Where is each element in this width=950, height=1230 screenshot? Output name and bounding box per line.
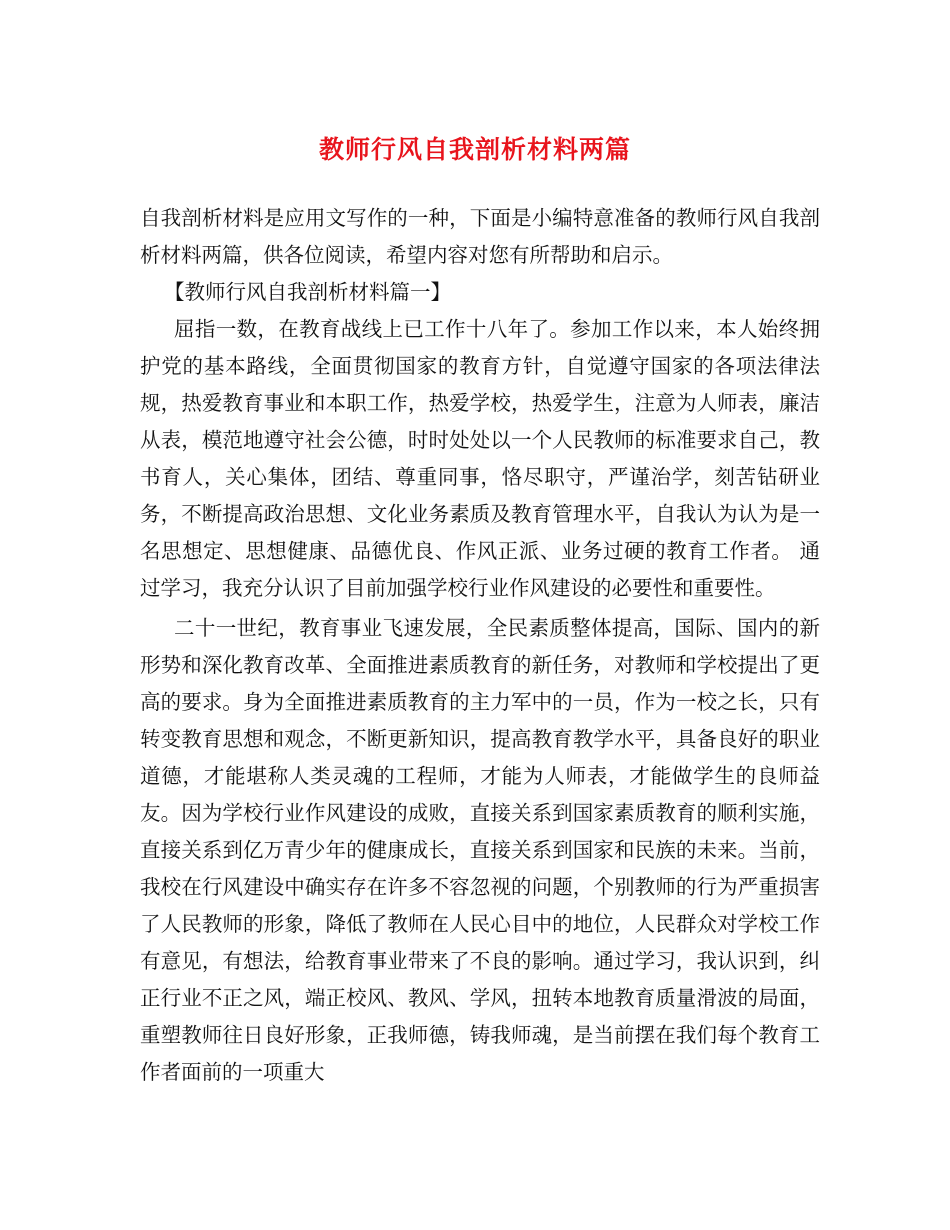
section-heading: 【教师行风自我剖析材料篇一】 — [164, 280, 451, 304]
document-body — [140, 200, 820, 1091]
document-title: 教师行风自我剖析材料两篇 — [318, 135, 631, 164]
body-paragraph-1: 屈指一数，在教育战线上已工作十八年了。参加工作以来，本人始终拥护党的基本路线，全面贯彻国家的教育方针，自觉遵守国家的各项法律法规，热爱教育事业和本职工作，热爱学校，热爱学生，注意为人师表，廉洁从表，模范地遵守社会公德，时时处处以一个人民教师的标准要求自己，教书育人，关心集体，团结、尊重同事，恪尽职守，严谨治学，刻苦钻研业务，不断提高政治思想、文化业务素质及教育管理水平，自我认为认为是一名思想定、思想健康、品德优良、作风正派、业务过硬的教育工作者。 通过学习，我充分认识了目前加强学校行业作风建设的必要性和重要性。 — [140, 317, 820, 600]
intro-paragraph: 自我剖析材料是应用文写作的一种，下面是小编特意准备的教师行风自我剖析材料两篇，供各位阅读，希望内容对您有所帮助和启示。 — [140, 206, 820, 267]
body-paragraph-2: 二十一世纪，教育事业飞速发展，全民素质整体提高，国际、国内的新形势和深化教育改革、全面推进素质教育的新任务，对教师和学校提出了更高的要求。身为全面推进素质教育的主力军中的一员，作为一校之长，只有转变教育思想和观念，不断更新知识，提高教育教学水平，具备良好的职业道德，才能堪称人类灵魂的工程师，才能为人师表，才能做学生的良师益友。因为学校行业作风建设的成败，直接关系到国家素质教育的顺利实施，直接关系到亿万青少年的健康成长，直接关系到国家和民族的未来。当前，我校在行风建设中确实存在许多不容忽视的问题，个别教师的行为严重损害了人民教师的形象，降低了教师在人民心目中的地位，人民群众对学校工作有意见，有想法，给教育事业带来了不良的影响。通过学习，我认识到，纠正行业不正之风，端正校风、教风、学风，扭转本地教育质量滑波的局面，重塑教师往日良好形象，正我师德，铸我师魂，是当前摆在我们每个教育工作者面前的一项重大 — [140, 616, 820, 1084]
